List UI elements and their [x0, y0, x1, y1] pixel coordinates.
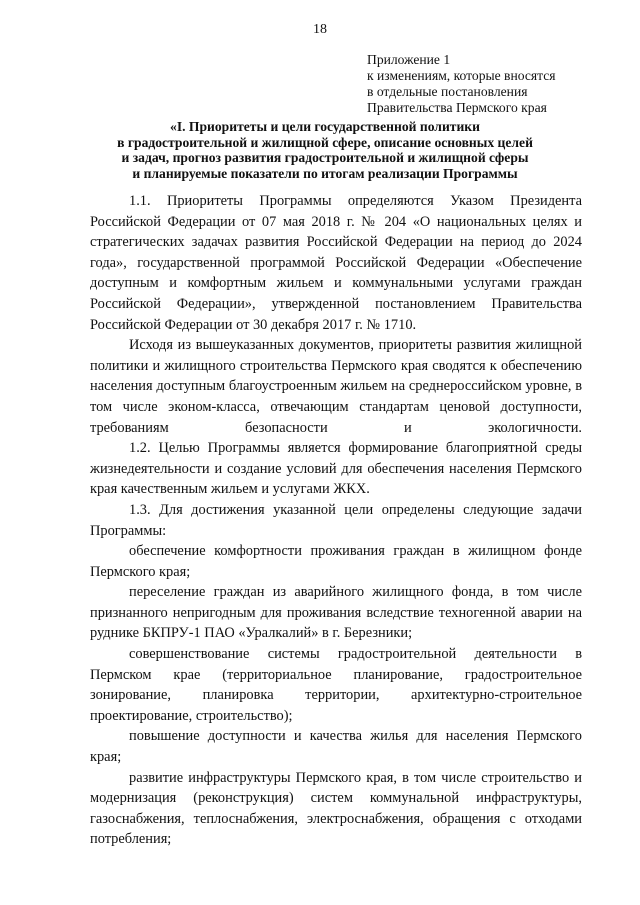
task-item: обеспечение комфортности проживания граждан в жилищном фонде Пермского края;	[90, 543, 582, 580]
document-body	[90, 191, 582, 850]
appendix-line: к изменениям, которые вносятся	[367, 68, 556, 83]
section-heading	[60, 119, 590, 181]
appendix-line: Правительства Пермского края	[367, 100, 547, 115]
task-item: совершенствование системы градостроительной деятельности в Пермском крае (территориальное планирование, градостроительное зонирование, планировка территории, архитектурно-строительное проектирование, строительство);	[90, 646, 582, 724]
page-number: 18	[313, 22, 327, 37]
paragraph-priorities: 1.1. Приоритеты Программы определяются Указом Президента Российской Федерации от 07 мая 2018 г. № 204 «О национальных целях и стратегических задачах развития Российской Федерации на период до 2024 года», государственной программой Российской Федерации «Обеспечение доступным и комфортным жильем и коммунальными услугами граждан Российской Федерации», утвержденной постановлением Правительства Российской Федерации от 30 декабря 2017 г. № 1710.	[90, 193, 582, 333]
paragraph-tasks-intro: 1.3. Для достижения указанной цели определены следующие задачи Программы:	[90, 501, 582, 539]
appendix-line: Приложение 1	[367, 52, 451, 67]
appendix-line: в отдельные постановления	[367, 84, 528, 99]
task-item: переселение граждан из аварийного жилищного фонда, в том числе признанного непригодным для проживания вследствие техногенной аварии на руднике БКПРУ-1 ПАО «Уралкалий» в г. Березники;	[90, 584, 582, 642]
paragraph-housing-policy: Исходя из вышеуказанных документов, приоритеты развития жилищной политики и жилищного строительства Пермского края сводятся к обеспечению населения доступным благоустроенным жильем на среднероссийском уровне, в том числе эконом-класса, отвечающим стандартам ценовой доступности, требованиям безопасности и экологичности.	[90, 337, 582, 436]
task-item: развитие инфраструктуры Пермского края, в том числе строительство и модернизация (реконструкция) систем коммунальной инфраструктуры, газоснабжения, теплоснабжения, электроснабжения, обращения с отходами потребления;	[90, 769, 582, 848]
heading-line: в градостроительной и жилищной сфере, описание основных целей	[117, 134, 533, 150]
appendix-note	[367, 52, 627, 116]
heading-line: «I. Приоритеты и цели государственной политики	[170, 119, 480, 134]
heading-line: и планируемые показатели по итогам реализации Программы	[132, 165, 518, 181]
heading-line: и задач, прогноз развития градостроительной и жилищной сферы	[121, 150, 529, 165]
task-item: повышение доступности и качества жилья для населения Пермского края;	[90, 728, 582, 766]
paragraph-goal: 1.2. Целью Программы является формирование благоприятной среды жизнедеятельности и создание условий для обеспечения населения Пермского края качественным жильем и услугами ЖКХ.	[90, 440, 582, 498]
